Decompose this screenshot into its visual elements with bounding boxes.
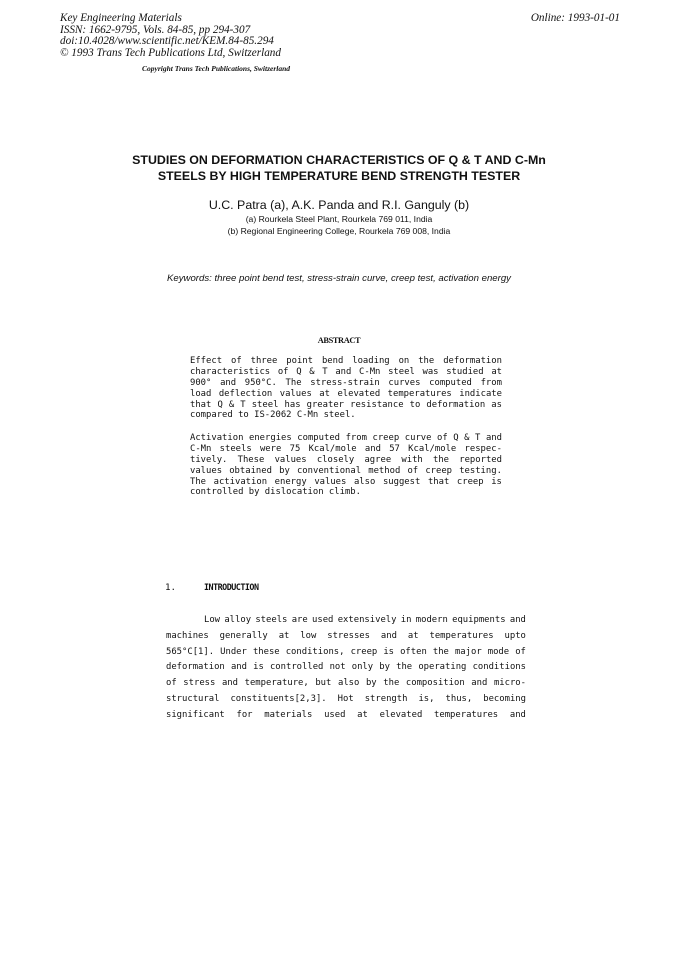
word: modern [415,615,448,625]
word: with [401,454,423,465]
word: for [236,709,253,720]
section-heading: INTRODUCTION [204,582,259,592]
word: stresses [327,630,370,641]
abstract-paragraph-1 [190,356,502,421]
word: The [190,476,207,487]
word: and [230,662,247,673]
text-line [190,356,502,367]
word: resistance [350,399,404,410]
word: creep [372,433,400,443]
word: T [240,399,246,410]
word: steels [219,443,252,454]
word: 57 [389,443,400,454]
word: These [237,454,265,465]
word: values [274,454,307,465]
word: structural [166,693,220,704]
word: extensively [337,615,397,625]
word: temperatures [434,709,499,720]
text-line [190,400,502,411]
word: energies [248,433,292,443]
word: also [353,476,376,487]
word: and [364,443,381,454]
word: the [418,356,435,366]
word: only [351,662,374,673]
text-line [190,433,502,444]
word: low [300,630,317,641]
word: Q [453,433,459,443]
word: operating [418,662,467,673]
word: at [407,630,419,641]
journal-metadata [60,13,281,59]
word: and [220,377,237,388]
text-line [190,487,502,498]
word: respec- [464,443,502,454]
word: deformation [443,356,502,366]
word: is [491,476,502,487]
text-line [190,477,502,488]
word: computed [297,433,341,443]
word: of [437,433,448,443]
word: major [454,646,482,657]
word: was [422,366,439,377]
word: by [279,465,290,476]
word: closely [316,454,355,465]
word: creep [456,476,484,487]
affiliation-a: (a) Rourkela Steel Plant, Rourkela 769 011, India [245,214,433,224]
word: that [427,476,450,487]
copyright-notice: Copyright Trans Tech Publications, Switzerland [142,64,291,73]
word: composition [405,678,465,689]
word: bend [321,356,344,366]
word: and [380,630,397,641]
word: & [228,399,235,410]
word: elevated [379,709,423,720]
word: becoming [483,693,526,704]
text-line [190,378,502,389]
word: but [315,678,332,689]
word: from [345,433,367,443]
word: is [383,646,395,657]
abstract-paragraph-2 [190,433,502,498]
word: Q [296,366,302,377]
word: constituents[2,3]. [230,693,327,704]
word: by [365,678,377,689]
text-line [190,367,502,378]
word: studied [446,366,484,377]
word: significant [166,709,225,720]
word: computed [429,377,472,388]
word: stress-strain [310,377,380,388]
word: deformation [166,662,225,673]
word: indicate [459,388,502,399]
word: activation [213,476,268,487]
word: the [432,646,449,657]
word: & [464,433,470,443]
text-line [166,629,526,645]
word: at [491,366,502,377]
word: of [407,465,419,476]
word: temperatures [429,630,494,641]
word: method [368,465,401,476]
word: has [284,399,301,410]
text-line [190,389,502,400]
word: creep [425,465,453,476]
author-list: U.C. Patra (a), A.K. Panda and R.I. Ganguly (b) [208,198,470,212]
text-line [190,410,502,421]
word: compared to IS-2062 C-Mn steel. [190,410,356,421]
word: at [278,630,290,641]
word: alloy [224,615,252,625]
word: steels [255,615,288,625]
word: thus, [445,693,473,704]
word: Low [204,615,221,625]
word: 900° [190,377,212,388]
word: agree [364,454,392,465]
word: on [398,356,410,366]
word: steel [251,399,279,410]
word: 75 [289,443,301,454]
paper-title [0,153,678,184]
word: the [433,454,450,465]
text-line [166,692,526,708]
word: three [250,356,278,366]
word: the [396,662,413,673]
word: creep [350,646,378,657]
title-line-2: STEELS BY HIGH TEMPERATURE BEND STRENGTH TESTER [157,168,521,183]
word: 950°C. [244,377,277,388]
word: used [312,615,334,625]
word: mode [487,646,510,657]
word: the [383,678,400,689]
word: reported [459,454,502,465]
word: controlled [269,662,324,673]
word: point [286,356,313,366]
word: curves [388,377,421,388]
word: and [471,678,488,689]
word: that [190,399,212,410]
introduction-body [166,613,526,724]
word: Hot [337,693,354,704]
abstract-heading: ABSTRACT [317,336,361,345]
word: is, [418,693,435,704]
word: used [324,709,346,720]
word: curve [404,433,432,443]
word: values [314,476,347,487]
word: values [190,465,223,476]
word: in [400,615,412,625]
text-line [190,444,502,455]
word: Kcal/mole [408,443,457,454]
word: energy [274,476,307,487]
word: often [400,646,427,657]
word: of [277,366,289,377]
word: to [409,399,421,410]
word: 565°C[1]. [166,646,215,657]
word: & [309,366,315,377]
word: also [337,678,360,689]
word: deformation [426,399,486,410]
word: Activation [190,433,244,443]
word: these [252,646,280,657]
word: from [480,377,502,388]
word: of [166,678,177,689]
word: as [491,399,502,410]
word: values [279,388,312,399]
word: load [190,388,212,399]
word: machines [166,630,209,641]
word: conditions, [285,646,345,657]
word: C-Mn [190,443,212,454]
doi-line: doi:10.4028/www.scientific.net/KEM.84-85.294 [60,35,274,47]
online-date: Online: 1993-01-01 [530,12,620,24]
text-line [190,466,502,477]
word: temperatures [387,388,452,399]
word: upto [504,630,526,641]
word: tively. [190,454,228,465]
word: Effect [190,356,223,366]
word: of [515,646,526,657]
word: micro- [493,678,526,689]
word: C-Mn [359,366,381,377]
text-line [166,708,526,724]
word: testing. [459,465,502,476]
word: Under [220,646,247,657]
word: obtained [229,465,272,476]
publisher-line: © 1993 Trans Tech Publications Ltd, Switzerland [60,46,281,59]
word: loading [352,356,390,366]
word: and [335,366,352,377]
word: stress [183,678,216,689]
word: equipments [452,615,506,625]
word: at [357,709,368,720]
word: by [379,662,390,673]
word: and [221,678,238,689]
word: were [259,443,282,454]
word: T [322,366,328,377]
word: not [329,662,346,673]
text-line [166,613,526,629]
issn-line: ISSN: 1662-9795, Vols. 84-85, pp 294-307 [60,23,251,36]
word: characteristics [190,366,271,377]
affiliation-b: (b) Regional Engineering College, Rourkela 769 008, India [227,226,451,236]
word: conditions [472,662,526,673]
word: temperature, [244,678,309,689]
word: greater [306,399,345,410]
word: steel [388,366,415,377]
word: and [509,709,526,720]
word: conventional [296,465,362,476]
section-number: 1. [165,582,177,593]
word: elevated [337,388,381,399]
word: Q [217,399,223,410]
title-line-1: STUDIES ON DEFORMATION CHARACTERISTICS OF Q & T AND C-Mn [132,153,546,167]
word: controlled by dislocation climb. [190,487,361,498]
text-line [166,660,526,676]
word: Kcal/mole [308,443,357,454]
word: and [509,615,526,625]
word: T [475,433,481,443]
word: of [231,356,242,366]
word: strength [364,693,408,704]
keywords: Keywords: three point bend test, stress-strain curve, creep test, activation energy [167,273,511,284]
word: generally [219,630,268,641]
word: at [319,388,330,399]
word: The [285,377,302,388]
word: is [253,662,264,673]
word: materials [264,709,313,720]
text-line [190,455,502,466]
journal-name: Key Engineering Materials [60,12,182,24]
word: and [485,433,502,443]
word: deflection [218,388,273,399]
word: are [291,615,308,625]
text-line [166,676,526,692]
text-line [166,645,526,661]
word: suggest [382,476,421,487]
